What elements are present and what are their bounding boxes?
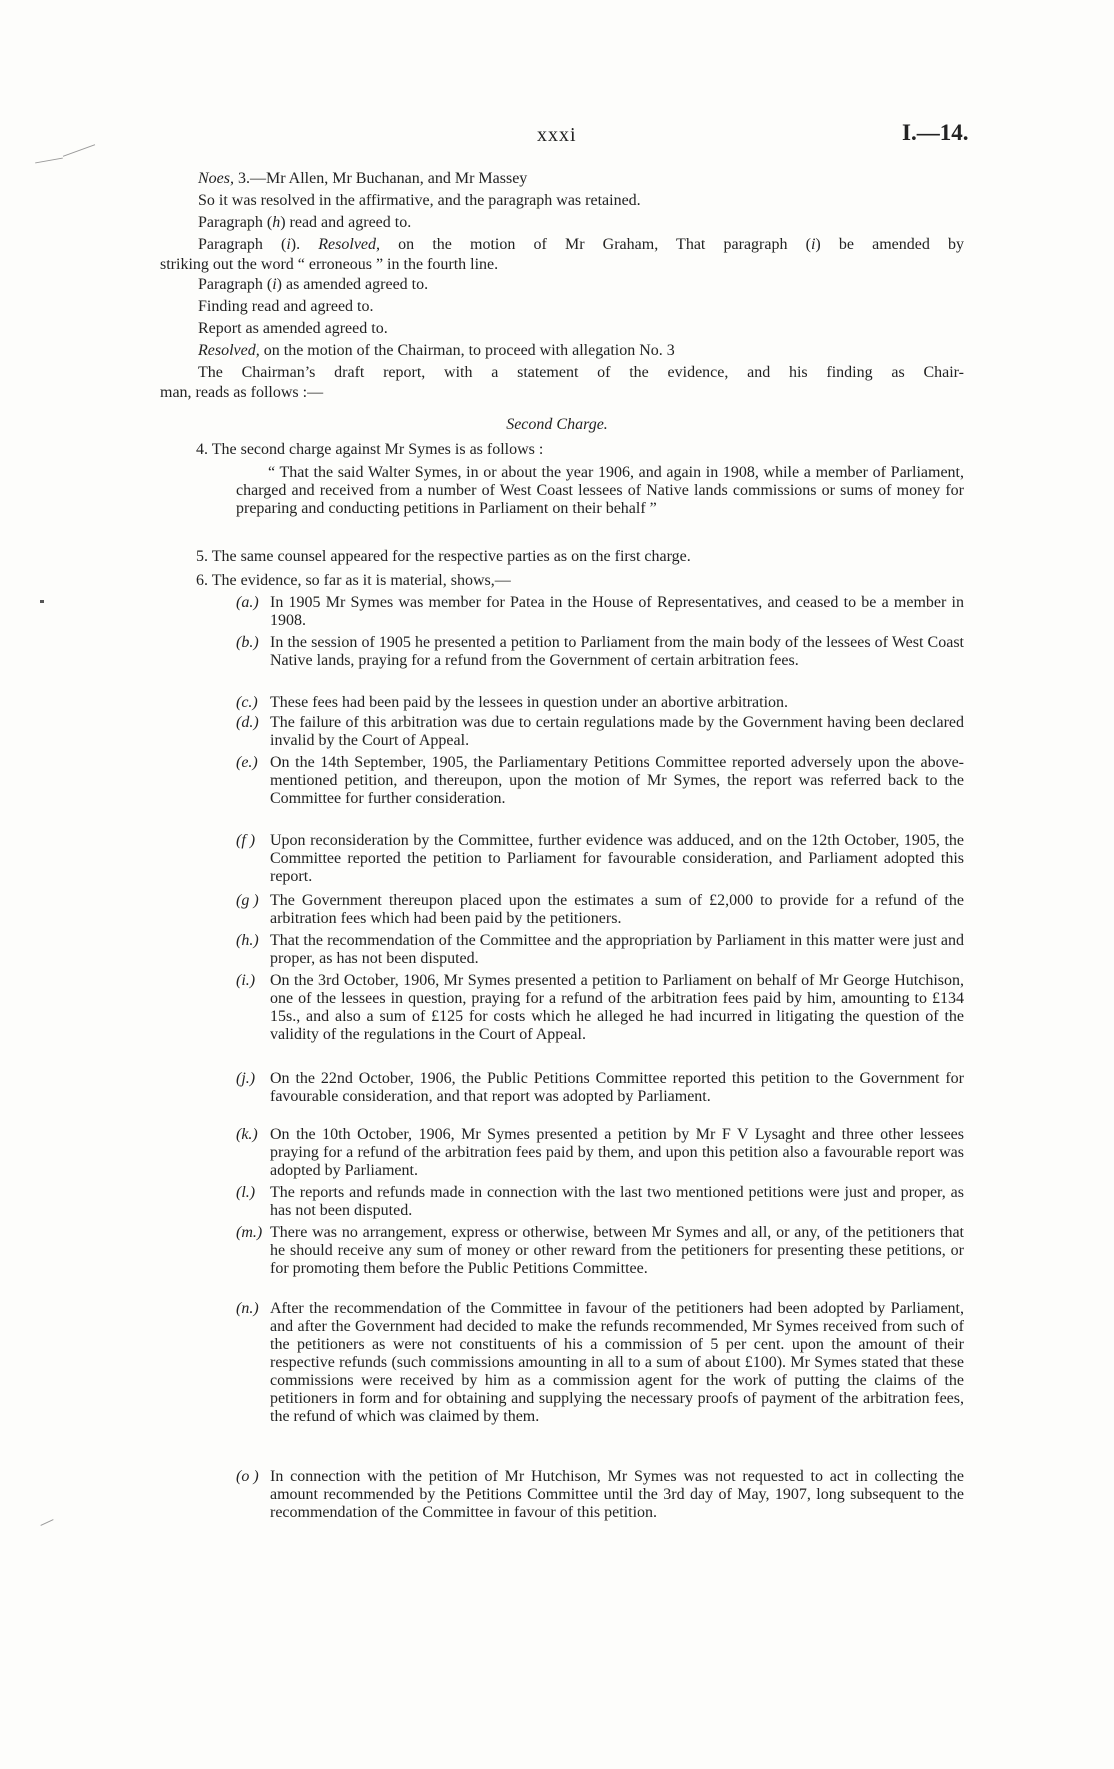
margin-mark bbox=[40, 600, 44, 603]
item-text: Upon reconsideration by the Committee, further evidence was adduced, and on the 12th October, 1905, the Committee reported the petition to Parliament for favourable consideration, and Parliament adopted this report. bbox=[270, 832, 964, 885]
item-text: On the 10th October, 1906, Mr Symes presented a petition by Mr F V Lysaght and three other lessees praying for a refund of the arbitration fees paid by them, and upon this petition also a favourable report was adopted by Parliament. bbox=[270, 1126, 964, 1179]
item-label: (o ) bbox=[236, 1468, 259, 1485]
para-i-amended-end: ) as amended agreed to. bbox=[276, 276, 429, 293]
para-i-start: Paragraph ( bbox=[198, 236, 287, 253]
draft-report-line2: man, reads as follows :— bbox=[160, 384, 324, 401]
resolved-chairman-line bbox=[198, 342, 675, 360]
item-text: On the 3rd October, 1906, Mr Symes presented a petition to Parliament on behalf of Mr George Hutchison, one of the lessees in question, praying for a refund of the arbitration fees paid by him, amounting to £134 15s., and also a sum of £125 for costs which he alleged he had incurred in litigating the question of the validity of the regulations in the Court of Appeal. bbox=[270, 972, 964, 1043]
para-h-start: Paragraph ( bbox=[198, 214, 273, 231]
item-text: That the recommendation of the Committee and the appropriation by Parliament in this matter were just and proper, as has not been disputed. bbox=[270, 932, 964, 967]
item-label: (a.) bbox=[236, 594, 259, 611]
margin-mark bbox=[40, 1519, 53, 1526]
item-label: (b.) bbox=[236, 634, 259, 651]
para-i-letter: i bbox=[286, 236, 291, 253]
paragraph-i-line bbox=[198, 236, 964, 254]
report-line: Report as amended agreed to. bbox=[198, 320, 388, 337]
paragraph-6: 6. The evidence, so far as it is material, shows,— bbox=[196, 572, 511, 589]
item-text: On the 22nd October, 1906, the Public Petitions Committee reported this petition to the Government for favourable consideration, and that report was adopted by Parliament. bbox=[270, 1070, 964, 1105]
item-label: (j.) bbox=[236, 1070, 256, 1087]
item-text: In 1905 Mr Symes was member for Patea in the House of Representatives, and ceased to be a member in 1908. bbox=[270, 594, 964, 629]
margin-mark bbox=[35, 158, 63, 164]
item-text: These fees had been paid by the lessees in question under an abortive arbitration. bbox=[270, 694, 789, 711]
item-text: The failure of this arbitration was due to certain regulations made by the Government having been declared invalid by the Court of Appeal. bbox=[270, 714, 964, 749]
item-label: (l.) bbox=[236, 1184, 256, 1201]
item-label: (e.) bbox=[236, 754, 258, 771]
para-i-amended-letter: i bbox=[272, 276, 277, 293]
item-label: (g ) bbox=[236, 892, 259, 909]
item-text: The reports and refunds made in connection with the last two mentioned petitions were just and proper, as has not been disputed. bbox=[270, 1184, 964, 1219]
charge-quote: “ That the said Walter Symes, in or about the year 1906, and again in 1908, while a member of Parliament, charged and received from a number of West Coast lessees of Native lands commissions or sums of money for preparing and conducting petitions in Parliament on their behalf ” bbox=[236, 464, 964, 517]
page-number: xxxi bbox=[537, 124, 577, 146]
para-h-end: ) read and agreed to. bbox=[280, 214, 412, 231]
resolved-word: Resolved, bbox=[198, 342, 260, 359]
item-label: (n.) bbox=[236, 1300, 259, 1317]
paragraph-i-amended-line bbox=[198, 276, 428, 294]
paragraph-h-line bbox=[198, 214, 411, 232]
para-i-motion: on the motion of Mr Graham, That paragraph ( bbox=[380, 236, 811, 253]
section-title: Second Charge. bbox=[506, 416, 608, 433]
item-label: (d.) bbox=[236, 714, 259, 731]
item-text: After the recommendation of the Committee in favour of the petitioners had been adopted by Parliament, and after the Government had decided to make the refunds recommended, Mr Symes received from such of the petitioners as were not constituents of his a commission of 5 per cent. upon the amount of their respective refunds (such commissions amounting in all to a sum of about £100). Mr Symes stated that these commissions were received by him as a commission agent for the work of putting the claims of the petitioners in form and for obtaining and supplying the necessary proofs of payment of the arbitration fees, the refund of which was claimed by them. bbox=[270, 1300, 964, 1425]
item-label: (k.) bbox=[236, 1126, 258, 1143]
paragraph-4: 4. The second charge against Mr Symes is as follows : bbox=[196, 441, 544, 458]
item-text: The Government thereupon placed upon the estimates a sum of £2,000 to provide for a refund of the arbitration fees which had been paid by the petitioners. bbox=[270, 892, 964, 927]
para-i-letter2: i bbox=[810, 236, 816, 253]
item-label: (m.) bbox=[236, 1224, 263, 1241]
item-label: (h.) bbox=[236, 932, 259, 949]
item-text: In the session of 1905 he presented a petition to Parliament from the main body of the lessees of West Coast Native lands, praying for a refund from the Government of certain arbitration fees. bbox=[270, 634, 964, 669]
noes-text: 3.—Mr Allen, Mr Buchanan, and Mr Massey bbox=[234, 170, 528, 187]
draft-report-line1: The Chairman’s draft report, with a statement of the evidence, and his finding as Chair- bbox=[198, 364, 964, 381]
para-i-resolved: Resolved, bbox=[318, 236, 381, 253]
finding-line: Finding read and agreed to. bbox=[198, 298, 374, 315]
item-label: (i.) bbox=[236, 972, 256, 989]
item-text: In connection with the petition of Mr Hutchison, Mr Symes was not requested to act in collecting the amount recommended by the Petitions Committee until the 3rd day of May, 1907, long subsequent to the recommendation of the Committee in favour of this petition. bbox=[270, 1468, 964, 1521]
item-text: On the 14th September, 1905, the Parliamentary Petitions Committee reported adversely upon the above-mentioned petition, and thereupon, upon the motion of Mr Symes, the report was referred back to the Committee for further consideration. bbox=[270, 754, 964, 807]
para-h-letter: h bbox=[272, 214, 281, 231]
resolved-affirmative-line: So it was resolved in the affirmative, and the paragraph was retained. bbox=[198, 192, 641, 209]
item-text: There was no arrangement, express or otherwise, between Mr Symes and all, or any, of the petitioners that he should receive any sum of money or other reward from the petitioners for presenting these petitions, or for promoting them before the Public Petitions Committee. bbox=[270, 1224, 964, 1277]
resolved-motion: on the motion of the Chairman, to proceed with allegation No. 3 bbox=[259, 342, 675, 359]
paragraph-5: 5. The same counsel appeared for the respective parties as on the first charge. bbox=[196, 548, 691, 565]
paragraph-i-line2: striking out the word “ erroneous ” in the fourth line. bbox=[160, 256, 499, 273]
noes-line bbox=[198, 170, 527, 188]
para-i-tail: ) be amended by bbox=[815, 236, 965, 253]
para-i-mid: ). bbox=[290, 236, 319, 253]
item-label: (f ) bbox=[236, 832, 256, 849]
document-reference: I.—14. bbox=[902, 120, 969, 145]
item-label: (c.) bbox=[236, 694, 258, 711]
para-i-amended-start: Paragraph ( bbox=[198, 276, 273, 293]
noes-label: Noes, bbox=[198, 170, 234, 187]
page-header bbox=[0, 120, 1114, 150]
